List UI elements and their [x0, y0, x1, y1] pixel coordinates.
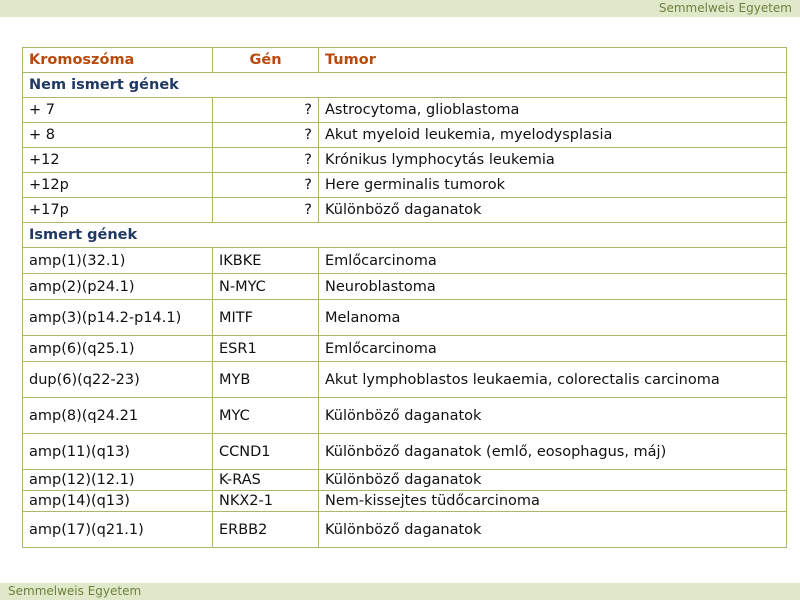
cell-kromoszoma: amp(12)(12.1) — [23, 470, 213, 491]
footer-brand: Semmelweis Egyetem — [8, 584, 142, 598]
table-row — [23, 362, 787, 398]
cell-gen: MYB — [213, 362, 319, 398]
cell-tumor: Akut lymphoblastos leukaemia, colorectalis carcinoma — [319, 362, 787, 398]
section-label: Ismert gének — [23, 223, 787, 248]
cell-kromoszoma: amp(8)(q24.21 — [23, 398, 213, 434]
table-row — [23, 248, 787, 274]
column-header-gen: Gén — [213, 48, 319, 73]
table-row — [23, 398, 787, 434]
cell-gen: ESR1 — [213, 336, 319, 362]
cell-gen: ? — [213, 123, 319, 148]
table-row — [23, 491, 787, 512]
cell-tumor: Emlőcarcinoma — [319, 248, 787, 274]
cell-gen: ? — [213, 173, 319, 198]
cell-kromoszoma: amp(17)(q21.1) — [23, 512, 213, 548]
cell-gen: ? — [213, 148, 319, 173]
cell-kromoszoma: amp(2)(p24.1) — [23, 274, 213, 300]
table-row — [23, 98, 787, 123]
table-row — [23, 123, 787, 148]
cell-kromoszoma: + 7 — [23, 98, 213, 123]
section-row-unknown-genes — [23, 73, 787, 98]
cell-tumor: Krónikus lymphocytás leukemia — [319, 148, 787, 173]
cell-gen: K-RAS — [213, 470, 319, 491]
section-label: Nem ismert gének — [23, 73, 787, 98]
cell-tumor: Emlőcarcinoma — [319, 336, 787, 362]
header-brand: Semmelweis Egyetem — [658, 1, 792, 15]
table-row — [23, 173, 787, 198]
cell-tumor: Különböző daganatok (emlő, eosophagus, máj) — [319, 434, 787, 470]
chromosome-gene-tumor-table — [22, 47, 787, 548]
cell-kromoszoma: +12 — [23, 148, 213, 173]
column-header-kromoszoma: Kromoszóma — [23, 48, 213, 73]
cell-tumor: Melanoma — [319, 300, 787, 336]
table-row — [23, 274, 787, 300]
footer-band — [0, 583, 800, 600]
cell-kromoszoma: +12p — [23, 173, 213, 198]
cell-kromoszoma: amp(11)(q13) — [23, 434, 213, 470]
cell-tumor: Különböző daganatok — [319, 470, 787, 491]
column-header-tumor: Tumor — [319, 48, 787, 73]
cell-tumor: Akut myeloid leukemia, myelodysplasia — [319, 123, 787, 148]
table-row — [23, 300, 787, 336]
cell-kromoszoma: amp(3)(p14.2-p14.1) — [23, 300, 213, 336]
section-row-known-genes — [23, 223, 787, 248]
cell-gen: CCND1 — [213, 434, 319, 470]
cell-tumor: Különböző daganatok — [319, 198, 787, 223]
cell-tumor: Nem-kissejtes tüdőcarcinoma — [319, 491, 787, 512]
cell-gen: IKBKE — [213, 248, 319, 274]
cell-tumor: Különböző daganatok — [319, 512, 787, 548]
cell-gen: ERBB2 — [213, 512, 319, 548]
cell-kromoszoma: + 8 — [23, 123, 213, 148]
table-row — [23, 148, 787, 173]
cell-tumor: Here germinalis tumorok — [319, 173, 787, 198]
cell-tumor: Különböző daganatok — [319, 398, 787, 434]
cell-gen: ? — [213, 98, 319, 123]
cell-gen: N-MYC — [213, 274, 319, 300]
table-header-row — [23, 48, 787, 73]
cell-gen: NKX2-1 — [213, 491, 319, 512]
table-row — [23, 470, 787, 491]
cell-kromoszoma: amp(6)(q25.1) — [23, 336, 213, 362]
cell-kromoszoma: +17p — [23, 198, 213, 223]
table-row — [23, 434, 787, 470]
cell-kromoszoma: amp(14)(q13) — [23, 491, 213, 512]
cell-gen: MYC — [213, 398, 319, 434]
cell-tumor: Neuroblastoma — [319, 274, 787, 300]
cell-kromoszoma: dup(6)(q22-23) — [23, 362, 213, 398]
header-band — [0, 0, 800, 17]
cell-gen: MITF — [213, 300, 319, 336]
cell-tumor: Astrocytoma, glioblastoma — [319, 98, 787, 123]
table-row — [23, 198, 787, 223]
cell-gen: ? — [213, 198, 319, 223]
table-row — [23, 512, 787, 548]
table-row — [23, 336, 787, 362]
cell-kromoszoma: amp(1)(32.1) — [23, 248, 213, 274]
